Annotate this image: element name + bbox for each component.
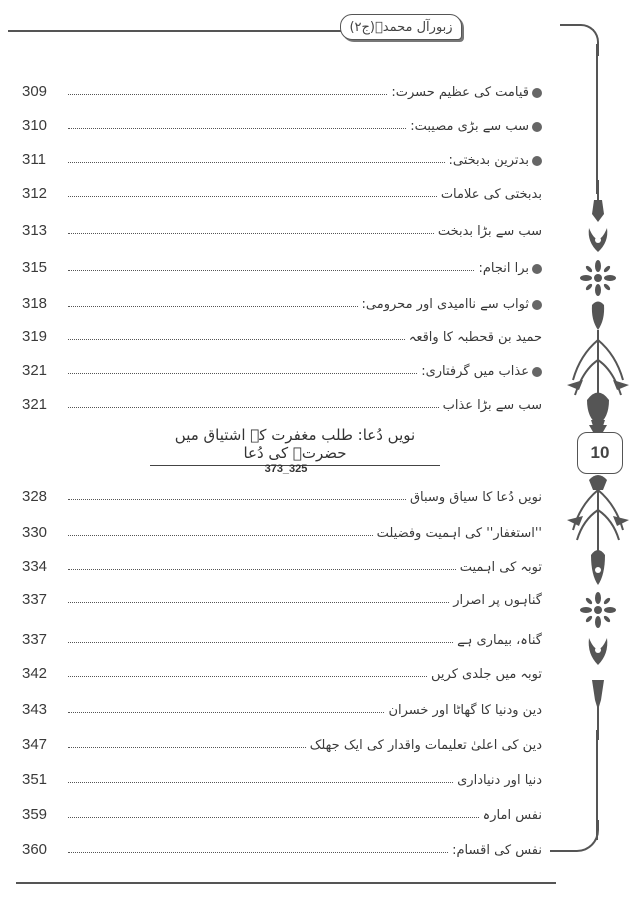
section-heading: نویں دُعا: طلب مغفرت کے اشتیاق میں حضرتؑ کی دُعا [150, 426, 440, 466]
bullet-icon [532, 156, 542, 166]
toc-title: بدترین بدبختی: [449, 153, 542, 168]
leader-dots [68, 194, 437, 197]
toc-row[interactable] [22, 389, 542, 413]
toc-title: بدبختی کی علامات [440, 187, 542, 202]
toc-title: قیامت کی عظیم حسرت: [391, 85, 542, 100]
leader-dots [68, 304, 358, 307]
page-number: 343 [22, 701, 48, 718]
toc-title: سب سے بڑا بدبخت [437, 224, 542, 239]
page-number: 328 [22, 488, 48, 505]
leader-dots [68, 674, 427, 677]
page-number: 309 [22, 83, 48, 100]
leader-dots [68, 567, 456, 570]
leader-dots [68, 231, 434, 234]
toc-title: حمید بن قحطبہ کا واقعہ [408, 330, 542, 345]
leader-dots [68, 710, 384, 713]
toc-row[interactable] [22, 252, 542, 276]
leader-dots [68, 126, 406, 129]
leader-dots [68, 371, 417, 374]
toc-title: توبہ میں جلدی کریں [431, 667, 542, 682]
page-number-badge [577, 432, 623, 474]
toc-row[interactable] [22, 178, 542, 202]
page-number: 310 [22, 117, 48, 134]
bottom-rule [16, 882, 556, 884]
page-number: 319 [22, 328, 48, 345]
leader-dots [68, 337, 405, 340]
toc-title: نفس کی اقسام: [452, 843, 542, 858]
toc-row[interactable] [22, 799, 542, 823]
toc-title: برا انجام: [478, 261, 542, 276]
page-number: 312 [22, 185, 48, 202]
toc-row[interactable] [22, 144, 542, 168]
toc-title: دین کی اعلیٰ تعلیمات واقدار کی ایک جھلک [309, 738, 542, 753]
toc-row[interactable] [22, 517, 542, 541]
page-number: 330 [22, 524, 48, 541]
leader-dots [68, 640, 453, 643]
toc-title: گناہوں پر اصرار [453, 593, 542, 608]
frame-corner-top-right [560, 24, 599, 56]
page-number: 351 [22, 771, 48, 788]
toc-title: سب سے بڑا عذاب [442, 398, 542, 413]
toc-row[interactable] [22, 694, 542, 718]
page-number: 359 [22, 806, 48, 823]
bullet-icon [532, 122, 542, 132]
toc-row[interactable] [22, 288, 542, 312]
running-header [340, 14, 462, 40]
page-number-value: 10 [590, 443, 610, 462]
page-number: 342 [22, 665, 48, 682]
bullet-icon [532, 88, 542, 98]
page-number: 321 [22, 396, 48, 413]
toc-row[interactable] [22, 729, 542, 753]
bullet-icon [532, 367, 542, 377]
toc-row[interactable] [22, 215, 542, 239]
toc-row[interactable] [22, 355, 542, 379]
leader-dots [68, 533, 373, 536]
page-number: 318 [22, 295, 48, 312]
page-number: 315 [22, 259, 48, 276]
leader-dots [68, 405, 439, 408]
leader-dots [68, 745, 306, 748]
toc-row[interactable] [22, 584, 542, 608]
toc-row[interactable] [22, 110, 542, 134]
toc-title: عذاب میں گرفتاری: [421, 364, 542, 379]
page-number: 347 [22, 736, 48, 753]
toc-title: دنیا اور دنیاداری [457, 773, 542, 788]
running-title: زبورآل محمدؐ(ج۲) [349, 19, 453, 35]
toc-title: نفس امارہ [482, 808, 542, 823]
page-number: 313 [22, 222, 48, 239]
toc-row[interactable] [22, 658, 542, 682]
bullet-icon [532, 264, 542, 274]
leader-dots [68, 268, 474, 271]
toc-title: نویں دُعا کا سیاق وسباق [409, 490, 542, 505]
toc-row[interactable] [22, 321, 542, 345]
leader-dots [68, 600, 449, 603]
toc-title: ''استغفار'' کی اہمیت وفضیلت [376, 526, 542, 541]
page-number: 337 [22, 591, 48, 608]
toc-row[interactable] [22, 551, 542, 575]
page-number: 360 [22, 841, 48, 858]
leader-dots [68, 92, 387, 95]
section-page-range: 373_325 [264, 463, 308, 475]
leader-dots [68, 497, 406, 500]
page-number: 337 [22, 631, 48, 648]
frame-right-border-top [596, 44, 598, 194]
toc-title: توبہ کی اہمیت [459, 560, 542, 575]
toc-title: گناہ، بیماری ہے [457, 633, 542, 648]
toc-row[interactable] [22, 481, 542, 505]
top-rule [8, 30, 346, 32]
bullet-icon [532, 300, 542, 310]
toc-row[interactable] [22, 834, 542, 858]
toc-title: سب سے بڑی مصیبت: [410, 119, 542, 134]
leader-dots [68, 780, 453, 783]
leader-dots [68, 815, 479, 818]
toc-title: ثواب سے ناامیدی اور محرومی: [362, 297, 542, 312]
page-number: 321 [22, 362, 48, 379]
toc-row[interactable] [22, 764, 542, 788]
leader-dots [68, 160, 445, 163]
toc-title: دین ودنیا کا گھاٹا اور خسران [388, 703, 542, 718]
frame-corner-bottom-right [550, 820, 599, 852]
page-number: 334 [22, 558, 48, 575]
page-number: 311 [22, 151, 46, 168]
leader-dots [68, 850, 448, 853]
toc-row[interactable] [22, 76, 542, 100]
toc-row[interactable] [22, 624, 542, 648]
